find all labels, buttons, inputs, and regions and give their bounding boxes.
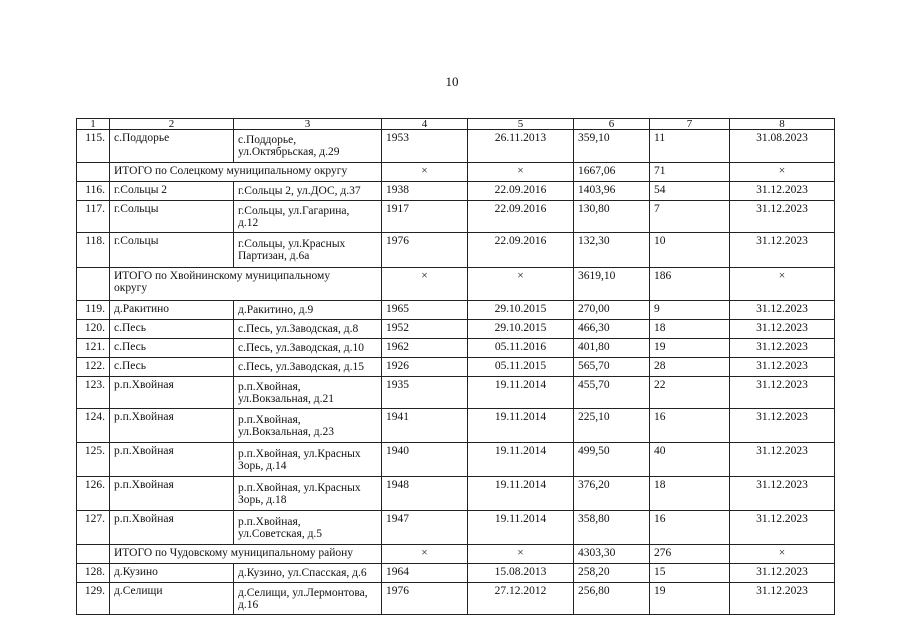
address-cell: д.Ракитино, д.9 [234,301,382,320]
total-count: 71 [650,163,730,182]
page-number: 10 [445,74,459,89]
column-number: 4 [382,119,468,130]
count-cell: 22 [650,377,730,409]
area-cell: 270,00 [574,301,650,320]
date-cell: 15.08.2013 [468,564,574,583]
row-number: 120. [77,320,110,339]
year-cell: 1940 [382,443,468,477]
count-cell: 16 [650,409,730,443]
date-cell: 19.11.2014 [468,511,574,545]
total-mark: × [730,163,835,182]
deadline-cell: 31.12.2023 [730,564,835,583]
area-cell: 499,50 [574,443,650,477]
table-row [77,358,835,377]
year-cell: 1962 [382,339,468,358]
settlement-cell: г.Сольцы [110,201,234,233]
row-number: 115. [77,130,110,163]
address-cell: д.Кузино, ул.Спасская, д.6 [234,564,382,583]
address-cell: р.п.Хвойная, ул.Вокзальная, д.23 [234,409,382,443]
row-number: 125. [77,443,110,477]
count-cell: 11 [650,130,730,163]
column-number: 3 [234,119,382,130]
address-cell: р.п.Хвойная, ул.Красных Зорь, д.18 [234,477,382,511]
total-count: 276 [650,545,730,564]
table-row [77,409,835,443]
date-cell: 26.11.2013 [468,130,574,163]
total-row [77,545,835,564]
deadline-cell: 31.12.2023 [730,409,835,443]
total-mark: × [382,268,468,301]
count-cell: 10 [650,233,730,268]
count-cell: 15 [650,564,730,583]
row-number: 117. [77,201,110,233]
area-cell: 455,70 [574,377,650,409]
column-number: 1 [77,119,110,130]
count-cell: 16 [650,511,730,545]
row-number: 126. [77,477,110,511]
count-cell: 18 [650,477,730,511]
address-cell: с.Песь, ул.Заводская, д.10 [234,339,382,358]
total-mark: × [730,268,835,301]
total-mark: × [382,163,468,182]
deadline-cell: 31.12.2023 [730,477,835,511]
table-row [77,339,835,358]
settlement-cell: г.Сольцы [110,233,234,268]
count-cell: 18 [650,320,730,339]
total-area: 1667,06 [574,163,650,182]
table-row [77,201,835,233]
row-number: 128. [77,564,110,583]
address-cell: с.Песь, ул.Заводская, д.15 [234,358,382,377]
address-cell: г.Сольцы, ул.Красных Партизан, д.6а [234,233,382,268]
deadline-cell: 31.12.2023 [730,583,835,615]
address-cell: р.п.Хвойная, ул.Красных Зорь, д.14 [234,443,382,477]
total-area: 4303,30 [574,545,650,564]
total-area: 3619,10 [574,268,650,301]
settlement-cell: р.п.Хвойная [110,377,234,409]
total-mark: × [468,163,574,182]
row-number: 129. [77,583,110,615]
settlement-cell: д.Селищи [110,583,234,615]
count-cell: 19 [650,583,730,615]
settlement-cell: с.Песь [110,358,234,377]
table-row [77,583,835,615]
settlement-cell: р.п.Хвойная [110,443,234,477]
date-cell: 22.09.2016 [468,201,574,233]
area-cell: 258,20 [574,564,650,583]
total-label: ИТОГО по Хвойнинскому муниципальному округу [110,268,382,301]
count-cell: 19 [650,339,730,358]
address-cell: д.Селищи, ул.Лермонтова, д.16 [234,583,382,615]
date-cell: 29.10.2015 [468,301,574,320]
date-cell: 19.11.2014 [468,409,574,443]
column-number: 2 [110,119,234,130]
deadline-cell: 31.12.2023 [730,443,835,477]
area-cell: 225,10 [574,409,650,443]
column-number: 7 [650,119,730,130]
area-cell: 130,80 [574,201,650,233]
count-cell: 9 [650,301,730,320]
year-cell: 1976 [382,583,468,615]
empty-cell [77,268,110,301]
table-row [77,130,835,163]
deadline-cell: 31.12.2023 [730,301,835,320]
area-cell: 1403,96 [574,182,650,201]
area-cell: 358,80 [574,511,650,545]
table-row [77,511,835,545]
row-number: 124. [77,409,110,443]
total-row [77,268,835,301]
year-cell: 1964 [382,564,468,583]
year-cell: 1953 [382,130,468,163]
area-cell: 466,30 [574,320,650,339]
date-cell: 19.11.2014 [468,443,574,477]
table-row [77,377,835,409]
row-number: 123. [77,377,110,409]
total-mark: × [468,545,574,564]
deadline-cell: 31.12.2023 [730,511,835,545]
total-mark: × [730,545,835,564]
total-mark: × [468,268,574,301]
deadline-cell: 31.12.2023 [730,320,835,339]
year-cell: 1917 [382,201,468,233]
date-cell: 22.09.2016 [468,233,574,268]
total-row [77,163,835,182]
settlement-cell: с.Поддорье [110,130,234,163]
total-label: ИТОГО по Солецкому муниципальному округу [110,163,382,182]
deadline-cell: 31.08.2023 [730,130,835,163]
total-label: ИТОГО по Чудовскому муниципальному району [110,545,382,564]
settlement-cell: р.п.Хвойная [110,477,234,511]
row-number: 119. [77,301,110,320]
table-row [77,443,835,477]
date-cell: 29.10.2015 [468,320,574,339]
address-cell: г.Сольцы, ул.Гагарина, д.12 [234,201,382,233]
table-row [77,182,835,201]
table-row [77,564,835,583]
table-row [77,233,835,268]
row-number: 116. [77,182,110,201]
column-number-row [77,119,835,130]
area-cell: 256,80 [574,583,650,615]
area-cell: 401,80 [574,339,650,358]
area-cell: 359,10 [574,130,650,163]
address-cell: г.Сольцы 2, ул.ДОС, д.37 [234,182,382,201]
settlement-cell: р.п.Хвойная [110,511,234,545]
row-number: 122. [77,358,110,377]
year-cell: 1952 [382,320,468,339]
table-row [77,301,835,320]
date-cell: 05.11.2015 [468,358,574,377]
address-cell: р.п.Хвойная, ул.Вокзальная, д.21 [234,377,382,409]
column-number: 5 [468,119,574,130]
year-cell: 1935 [382,377,468,409]
table-row [77,320,835,339]
row-number: 118. [77,233,110,268]
deadline-cell: 31.12.2023 [730,233,835,268]
address-cell: с.Песь, ул.Заводская, д.8 [234,320,382,339]
date-cell: 22.09.2016 [468,182,574,201]
year-cell: 1947 [382,511,468,545]
deadline-cell: 31.12.2023 [730,201,835,233]
settlement-cell: д.Ракитино [110,301,234,320]
settlement-cell: г.Сольцы 2 [110,182,234,201]
row-number: 127. [77,511,110,545]
year-cell: 1938 [382,182,468,201]
deadline-cell: 31.12.2023 [730,339,835,358]
deadline-cell: 31.12.2023 [730,377,835,409]
total-count: 186 [650,268,730,301]
deadline-cell: 31.12.2023 [730,358,835,377]
row-number: 121. [77,339,110,358]
settlement-cell: р.п.Хвойная [110,409,234,443]
count-cell: 7 [650,201,730,233]
settlement-cell: д.Кузино [110,564,234,583]
column-number: 8 [730,119,835,130]
total-mark: × [382,545,468,564]
deadline-cell: 31.12.2023 [730,182,835,201]
year-cell: 1948 [382,477,468,511]
housing-table [76,118,835,615]
empty-cell [77,545,110,564]
address-cell: с.Поддорье, ул.Октябрьская, д.29 [234,130,382,163]
year-cell: 1926 [382,358,468,377]
count-cell: 54 [650,182,730,201]
count-cell: 28 [650,358,730,377]
date-cell: 27.12.2012 [468,583,574,615]
settlement-cell: с.Песь [110,320,234,339]
table-row [77,477,835,511]
date-cell: 19.11.2014 [468,477,574,511]
column-number: 6 [574,119,650,130]
settlement-cell: с.Песь [110,339,234,358]
address-cell: р.п.Хвойная, ул.Советская, д.5 [234,511,382,545]
area-cell: 376,20 [574,477,650,511]
year-cell: 1941 [382,409,468,443]
date-cell: 19.11.2014 [468,377,574,409]
area-cell: 132,30 [574,233,650,268]
year-cell: 1976 [382,233,468,268]
date-cell: 05.11.2016 [468,339,574,358]
area-cell: 565,70 [574,358,650,377]
count-cell: 40 [650,443,730,477]
empty-cell [77,163,110,182]
year-cell: 1965 [382,301,468,320]
